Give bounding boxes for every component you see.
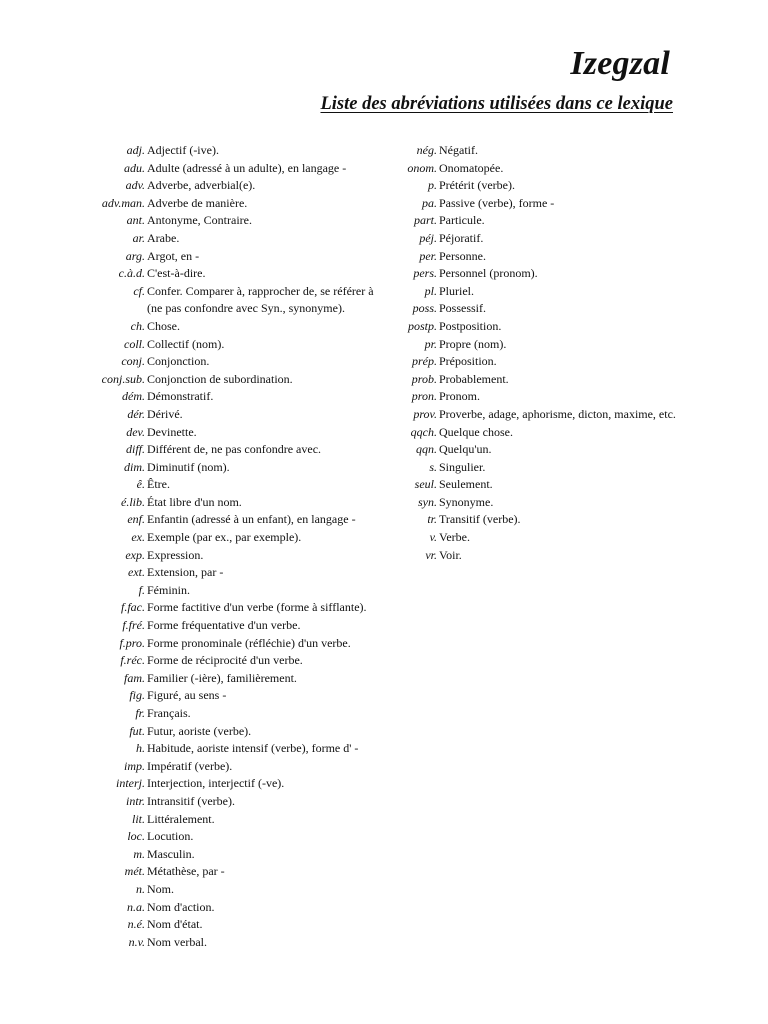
abbreviation-entry (0, 599, 400, 617)
abbreviation-definition: Forme pronominale (réfléchie) d'un verbe. (147, 635, 351, 650)
abbreviation-entry (0, 828, 400, 846)
abbreviation-definition: Onomatopée. (439, 160, 504, 175)
abbreviation-entry (0, 212, 768, 230)
abbreviation-definition: Passive (verbe), forme - (439, 195, 555, 210)
abbreviation-entry (0, 406, 768, 424)
abbreviation-term: f. (138, 582, 145, 597)
abbreviation-term: adv. (125, 178, 145, 193)
abbreviation-definition: Familier (-ière), familièrement. (147, 670, 297, 685)
abbreviation-entry (0, 670, 400, 688)
abbreviation-definition: Confer. Comparer à, rapprocher de, se référer à (ne pas confondre avec Syn., synonyme). (147, 283, 374, 316)
abbreviation-entry (0, 300, 768, 318)
abbreviation-definition: Interjection, interjectif (-ve). (147, 776, 285, 791)
abbreviation-term: prov. (413, 406, 437, 421)
abbreviation-definition: Dérivé. (147, 406, 183, 421)
abbreviation-definition: Particule. (439, 213, 485, 228)
abbreviation-definition: Adverbe de manière. (147, 195, 248, 210)
abbreviation-term: f.pro. (119, 635, 145, 650)
abbreviation-entry (0, 793, 400, 811)
abbreviation-entry (0, 705, 400, 723)
abbreviation-term: nég. (416, 143, 437, 157)
abbreviation-definition: Extension, par - (147, 565, 224, 580)
abbreviation-definition: Collectif (nom). (147, 336, 225, 351)
abbreviation-definition: Nom d'état. (147, 917, 203, 932)
abbreviation-term: fam. (124, 670, 145, 685)
abbreviation-definition: Devinette. (147, 424, 197, 439)
abbreviation-entry (0, 195, 768, 213)
abbreviation-term: ex. (131, 530, 145, 545)
abbreviation-term: fig. (129, 688, 145, 703)
abbreviation-term: p. (428, 178, 437, 193)
abbreviation-term: per. (419, 248, 437, 263)
abbreviation-term: m. (133, 846, 145, 861)
abbreviation-entry (0, 353, 768, 371)
abbreviation-definition: Propre (nom). (439, 336, 507, 351)
abbreviation-entry (0, 160, 768, 178)
abbreviation-definition: Chose. (147, 318, 180, 333)
abbreviation-term: ch. (130, 318, 145, 333)
abbreviation-term: f.fac. (121, 600, 145, 615)
abbreviation-definition: Personne. (439, 248, 486, 263)
abbreviation-entry (0, 899, 400, 917)
abbreviation-term: prép. (412, 354, 437, 369)
abbreviation-definition: Quelque chose. (439, 424, 513, 439)
abbreviation-entry (0, 177, 768, 195)
abbreviation-definition: Seulement. (439, 477, 493, 492)
abbreviation-term: tr. (427, 512, 437, 527)
abbreviation-definition: Être. (147, 477, 170, 492)
abbreviation-definition: Nom verbal. (147, 934, 207, 949)
abbreviation-definition: Personnel (pronom). (439, 266, 538, 281)
abbreviation-term: ext. (128, 565, 145, 580)
abbreviation-definition: Expression. (147, 547, 204, 562)
abbreviation-term: n.é. (127, 917, 145, 932)
abbreviation-term: intr. (125, 793, 145, 808)
abbreviation-definition: Adulte (adressé à un adulte), en langage - (147, 160, 347, 175)
abbreviation-entry (0, 388, 768, 406)
abbreviation-term: syn. (418, 494, 437, 509)
abbreviation-term: n. (136, 881, 145, 896)
abbreviation-term: dér. (127, 406, 145, 421)
abbreviation-entry (0, 811, 400, 829)
abbreviation-term: cf. (133, 283, 145, 298)
abbreviation-definition: Féminin. (147, 582, 191, 597)
abbreviation-entry (0, 547, 768, 565)
abbreviation-definition: Littéralement. (147, 811, 215, 826)
abbreviation-definition: Forme fréquentative d'un verbe. (147, 618, 301, 633)
abbreviation-term: part. (413, 213, 437, 228)
abbreviation-entry (0, 529, 768, 547)
abbreviation-entry (0, 476, 768, 494)
abbreviation-term: n.v. (128, 934, 145, 949)
abbreviation-definition: Pronom. (439, 389, 481, 404)
abbreviation-term: pron. (411, 389, 437, 404)
abbreviation-term: dim. (124, 459, 145, 474)
abbreviation-definition: Masculin. (147, 846, 195, 861)
abbreviation-definition: Différent de, ne pas confondre avec. (147, 442, 322, 457)
abbreviation-entry (0, 230, 768, 248)
abbreviation-term: fr. (135, 706, 145, 720)
abbreviation-entry (0, 459, 768, 477)
abbreviation-definition: État libre d'un nom. (147, 494, 242, 509)
abbreviation-entry (0, 142, 768, 160)
abbreviation-entry (0, 635, 400, 653)
abbreviation-term: qqn. (416, 442, 437, 457)
abbreviation-definition: Prétérit (verbe). (439, 178, 515, 193)
abbreviation-term: poss. (412, 301, 437, 316)
abbreviation-term: pers. (413, 266, 437, 281)
abbreviation-definition: Locution. (147, 829, 194, 844)
abbreviation-term: arg. (125, 248, 145, 263)
abbreviation-entry (0, 564, 400, 582)
abbreviation-definition: Péjoratif. (439, 230, 484, 245)
abbreviation-entry (0, 881, 400, 899)
abbreviation-term: fut. (129, 723, 145, 738)
abbreviation-entry (0, 740, 400, 758)
abbreviation-definition: Verbe. (439, 530, 470, 545)
abbreviation-entry (0, 441, 768, 459)
abbreviation-term: prob. (411, 371, 437, 386)
abbreviation-entry (0, 934, 400, 952)
abbreviation-term: vr. (425, 547, 437, 562)
page-subtitle: Liste des abréviations utilisées dans ce lexique (320, 94, 673, 114)
abbreviation-term: diff. (125, 442, 145, 457)
abbreviation-definition: Arabe. (147, 230, 180, 245)
abbreviation-list-right (0, 142, 768, 564)
abbreviation-entry (0, 511, 768, 529)
abbreviation-entry (0, 371, 768, 389)
abbreviation-term: imp. (124, 758, 145, 773)
abbreviation-definition: Nom. (147, 881, 174, 896)
abbreviation-entry (0, 318, 768, 336)
abbreviation-term: f.réc. (120, 653, 145, 668)
abbreviation-definition: Adverbe, adverbial(e). (147, 178, 256, 193)
abbreviation-definition: Postposition. (439, 318, 502, 333)
abbreviation-term: c.à.d. (118, 266, 145, 281)
abbreviation-entry (0, 687, 400, 705)
abbreviation-definition: Transitif (verbe). (439, 512, 521, 527)
abbreviation-entry (0, 846, 400, 864)
abbreviation-definition: Forme factitive d'un verbe (forme à sifflante). (147, 600, 367, 615)
abbreviation-definition: Synonyme. (439, 494, 494, 509)
abbreviation-entry (0, 863, 400, 881)
abbreviation-entry (0, 916, 400, 934)
abbreviation-term: adv.man. (101, 195, 145, 210)
abbreviation-definition: Démonstratif. (147, 389, 214, 404)
abbreviation-definition: Exemple (par ex., par exemple). (147, 530, 302, 545)
abbreviation-term: mét. (124, 864, 145, 879)
abbreviation-term: pa. (422, 195, 437, 210)
abbreviation-entry (0, 652, 400, 670)
abbreviation-term: seul. (414, 477, 437, 492)
abbreviation-definition: Conjonction. (147, 354, 210, 369)
abbreviation-term: ant. (126, 213, 145, 228)
abbreviation-definition: Voir. (439, 547, 462, 562)
abbreviation-term: s. (429, 459, 437, 474)
abbreviation-definition: Adjectif (-ive). (147, 143, 219, 157)
abbreviation-term: ê. (136, 477, 145, 492)
abbreviation-term: postp. (407, 318, 437, 333)
abbreviation-definition: Conjonction de subordination. (147, 371, 293, 386)
abbreviation-term: coll. (124, 336, 145, 351)
abbreviation-entry (0, 775, 400, 793)
abbreviation-term: qqch. (410, 424, 437, 439)
abbreviation-entry (0, 758, 400, 776)
abbreviation-definition: Futur, aoriste (verbe). (147, 723, 252, 738)
abbreviation-definition: Probablement. (439, 371, 509, 386)
abbreviation-definition: Nom d'action. (147, 899, 215, 914)
abbreviation-definition: Habitude, aoriste intensif (verbe), forme d' - (147, 741, 359, 756)
abbreviation-definition: Négatif. (439, 143, 478, 157)
abbreviation-term: onom. (407, 160, 437, 175)
abbreviation-entry (0, 617, 400, 635)
abbreviation-definition: Diminutif (nom). (147, 459, 230, 474)
abbreviation-term: péj. (419, 230, 437, 245)
abbreviation-definition: Préposition. (439, 354, 497, 369)
abbreviation-term: dém. (122, 389, 145, 404)
abbreviation-term: exp. (125, 547, 145, 562)
abbreviation-definition: Proverbe, adage, aphorisme, dicton, maxime, etc. (439, 406, 676, 421)
abbreviation-entry (0, 424, 768, 442)
abbreviation-definition: Métathèse, par - (147, 864, 225, 879)
abbreviation-definition: Intransitif (verbe). (147, 793, 235, 808)
page-title: Izegzal (570, 45, 670, 82)
abbreviation-term: pr. (424, 336, 437, 351)
abbreviation-term: dev. (126, 424, 145, 439)
abbreviation-term: lit. (131, 811, 145, 826)
abbreviation-entry (0, 494, 768, 512)
abbreviation-term: enf. (127, 512, 145, 527)
abbreviation-term: loc. (127, 829, 145, 844)
abbreviation-definition: Pluriel. (439, 283, 474, 298)
abbreviation-entry (0, 582, 400, 600)
abbreviation-definition: Français. (147, 706, 191, 720)
abbreviation-entry (0, 723, 400, 741)
abbreviation-definition: Forme de réciprocité d'un verbe. (147, 653, 303, 668)
abbreviation-term: f.fré. (122, 618, 145, 633)
abbreviation-term: adj. (126, 143, 145, 157)
abbreviation-term: interj. (116, 776, 145, 791)
abbreviation-entry (0, 248, 768, 266)
abbreviation-definition: C'est-à-dire. (147, 266, 206, 281)
abbreviation-term: é.lib. (121, 494, 145, 509)
abbreviation-definition: Possessif. (439, 301, 487, 316)
abbreviation-definition: Figuré, au sens - (147, 688, 227, 703)
abbreviation-term: h. (136, 741, 145, 756)
abbreviation-term: conj. (121, 354, 145, 369)
abbreviation-term: n.a. (127, 899, 145, 914)
abbreviation-term: v. (429, 530, 437, 545)
abbreviation-definition: Enfantin (adressé à un enfant), en langage - (147, 512, 356, 527)
abbreviation-definition: Singulier. (439, 459, 486, 474)
abbreviation-definition: Impératif (verbe). (147, 758, 233, 773)
abbreviation-term: pl. (424, 283, 437, 298)
abbreviation-term: adu. (124, 160, 145, 175)
abbreviation-entry (0, 265, 768, 283)
abbreviation-term: conj.sub. (101, 371, 145, 386)
abbreviation-definition: Quelqu'un. (439, 442, 492, 457)
abbreviation-definition: Argot, en - (147, 248, 200, 263)
abbreviation-definition: Antonyme, Contraire. (147, 213, 252, 228)
abbreviation-entry (0, 336, 768, 354)
abbreviation-entry (0, 283, 768, 301)
abbreviation-term: ar. (132, 230, 145, 245)
